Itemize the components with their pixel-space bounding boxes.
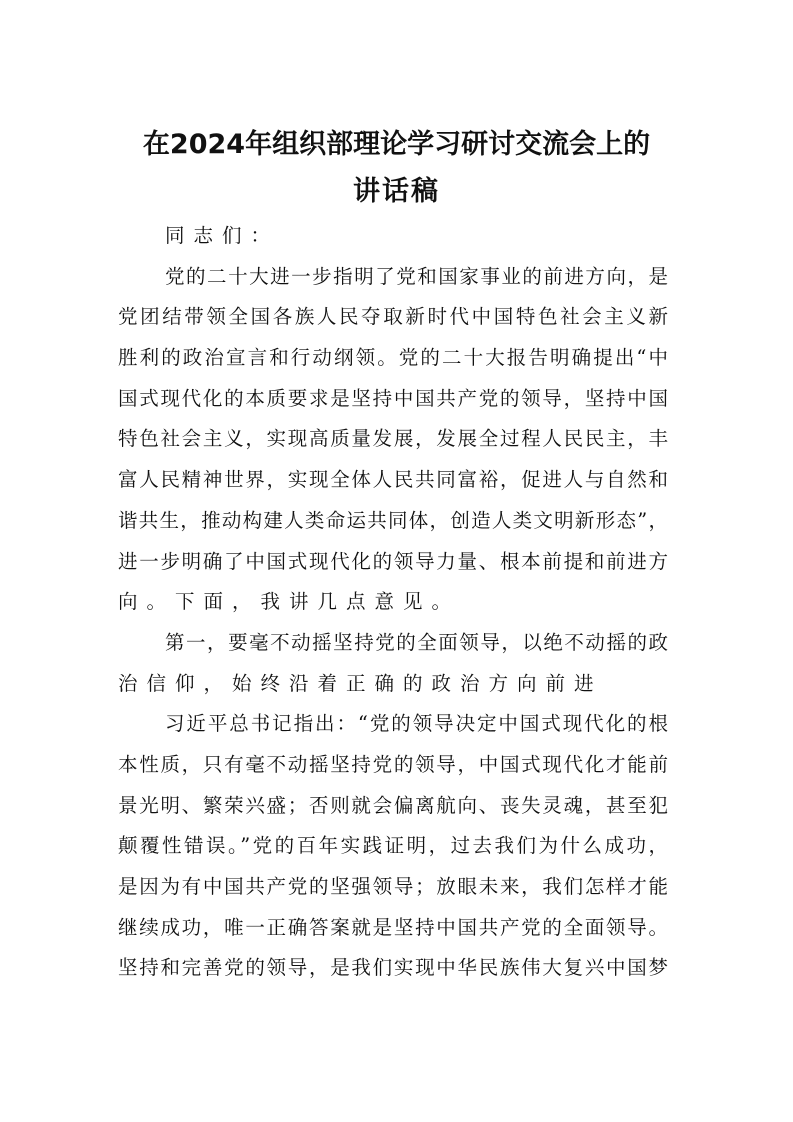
text-line: 党团结带领全国各族人民夺取新时代中国特色社会主义新	[118, 305, 668, 329]
paragraph	[118, 257, 668, 623]
text-line: 坚持和完善党的领导，是我们实现中华民族伟大复兴中国梦	[118, 956, 668, 980]
text-line: 是因为有中国共产党的坚强领导；放眼未来，我们怎样才能	[118, 875, 668, 898]
salutation	[118, 216, 668, 257]
text-line: 本性质，只有毫不动摇坚持党的领导，中国式现代化才能前	[118, 752, 668, 776]
text-line: 谐共生，推动构建人类命运共同体，创造人类文明新形态”，	[118, 508, 668, 532]
text-line: 向。下面，我讲几点意见。	[118, 590, 461, 614]
text-line: 胜利的政治宣言和行动纲领。党的二十大报告明确提出“中	[118, 346, 668, 370]
text-line: 同志们：	[165, 224, 280, 247]
text-line: 进一步明确了中国式现代化的领导力量、根本前提和前进方	[118, 549, 668, 573]
text-line: 颠覆性错误。”党的百年实践证明，过去我们为什么成功，	[118, 834, 668, 858]
text-line: 景光明、繁荣兴盛；否则就会偏离航向、丧失灵魂，甚至犯	[118, 793, 668, 817]
text-line: 第一，要毫不动摇坚持党的全面领导，以绝不动摇的政	[165, 630, 668, 654]
text-line: 国式现代化的本质要求是坚持中国共产党的领导，坚持中国	[118, 386, 668, 410]
document-title-line-2: 讲话稿	[353, 176, 440, 207]
text-line: 富人民精神世界，实现全体人民共同富裕，促进人与自然和	[118, 468, 668, 492]
text-line: 治信仰，始终沿着正确的政治方向前进	[118, 671, 603, 695]
text-line: 党的二十大进一步指明了党和国家事业的前进方向，是	[165, 264, 668, 288]
text-line: 习近平总书记指出：“党的领导决定中国式现代化的根	[165, 712, 668, 736]
document-body	[118, 216, 668, 989]
section-heading	[118, 623, 668, 704]
text-line: 特色社会主义，实现高质量发展，发展全过程人民民主，丰	[118, 427, 668, 451]
text-line: 继续成功，唯一正确答案就是坚持中国共产党的全面领导。	[118, 915, 668, 939]
paragraph	[118, 704, 668, 989]
document-title-line-1: 在2024年组织部理论学习研讨交流会上的	[142, 129, 651, 160]
